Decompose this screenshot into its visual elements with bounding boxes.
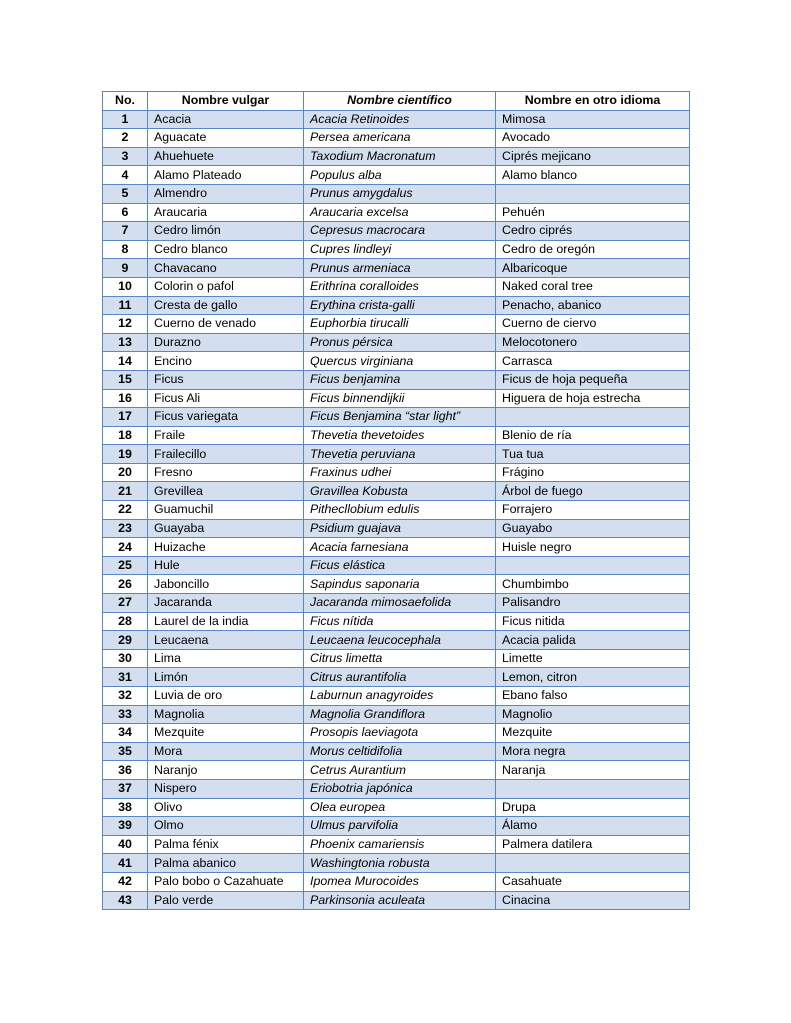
row-number-cell: 27 — [103, 594, 148, 613]
scientific-name-cell: Araucaria excelsa — [304, 203, 496, 222]
scientific-name-cell: Leucaena leucocephala — [304, 631, 496, 650]
other-language-name-cell: Albaricoque — [496, 259, 690, 278]
row-number-cell: 34 — [103, 724, 148, 743]
common-name-cell: Ahuehuete — [148, 147, 304, 166]
row-number-cell: 32 — [103, 687, 148, 706]
scientific-name-cell: Cupres lindleyi — [304, 240, 496, 259]
common-name-cell: Palma fénix — [148, 835, 304, 854]
common-name-cell: Guayaba — [148, 519, 304, 538]
row-number-cell: 12 — [103, 315, 148, 334]
scientific-name-cell: Gravillea Kobusta — [304, 482, 496, 501]
other-language-name-cell: Palisandro — [496, 594, 690, 613]
common-name-cell: Alamo Plateado — [148, 166, 304, 185]
table-row — [103, 445, 690, 464]
common-name-cell: Mora — [148, 742, 304, 761]
table-row — [103, 370, 690, 389]
common-name-cell: Cuerno de venado — [148, 315, 304, 334]
other-language-name-cell: Melocotonero — [496, 333, 690, 352]
row-number-cell: 36 — [103, 761, 148, 780]
common-name-cell: Cedro limón — [148, 222, 304, 241]
common-name-cell: Encino — [148, 352, 304, 371]
scientific-name-cell: Magnolia Grandiflora — [304, 705, 496, 724]
scientific-name-cell: Jacaranda mimosaefolida — [304, 594, 496, 613]
row-number-cell: 28 — [103, 612, 148, 631]
row-number-cell: 43 — [103, 891, 148, 910]
table-row — [103, 240, 690, 259]
row-number-cell: 19 — [103, 445, 148, 464]
scientific-name-cell: Sapindus saponaria — [304, 575, 496, 594]
other-language-name-cell: Lemon, citron — [496, 668, 690, 687]
other-language-name-cell: Cuerno de ciervo — [496, 315, 690, 334]
other-language-name-cell: Frágino — [496, 463, 690, 482]
scientific-name-cell: Psidium guajava — [304, 519, 496, 538]
scientific-name-cell: Ficus Benjamina “star light” — [304, 408, 496, 427]
other-language-name-cell: Penacho, abanico — [496, 296, 690, 315]
other-language-name-cell — [496, 854, 690, 873]
row-number-cell: 16 — [103, 389, 148, 408]
scientific-name-cell: Phoenix camariensis — [304, 835, 496, 854]
table-row — [103, 742, 690, 761]
scientific-name-cell: Morus celtidifolia — [304, 742, 496, 761]
common-name-cell: Acacia — [148, 110, 304, 129]
row-number-cell: 5 — [103, 184, 148, 203]
common-name-cell: Grevillea — [148, 482, 304, 501]
other-language-name-cell: Árbol de fuego — [496, 482, 690, 501]
other-language-name-cell: Cinacina — [496, 891, 690, 910]
scientific-name-cell: Quercus virginiana — [304, 352, 496, 371]
table-row — [103, 426, 690, 445]
row-number-cell: 33 — [103, 705, 148, 724]
table-row — [103, 649, 690, 668]
common-name-cell: Colorin o pafol — [148, 277, 304, 296]
table-row — [103, 277, 690, 296]
other-language-name-cell: Drupa — [496, 798, 690, 817]
row-number-cell: 41 — [103, 854, 148, 873]
scientific-name-cell: Cetrus Aurantium — [304, 761, 496, 780]
other-language-name-cell: Huisle negro — [496, 538, 690, 557]
table-row — [103, 259, 690, 278]
scientific-name-cell: Populus alba — [304, 166, 496, 185]
table-row — [103, 110, 690, 129]
scientific-name-cell: Erythina crista-galli — [304, 296, 496, 315]
other-language-name-cell: Magnolio — [496, 705, 690, 724]
row-number-cell: 29 — [103, 631, 148, 650]
common-name-cell: Jaboncillo — [148, 575, 304, 594]
row-number-cell: 4 — [103, 166, 148, 185]
other-language-name-cell: Alamo blanco — [496, 166, 690, 185]
row-number-cell: 21 — [103, 482, 148, 501]
scientific-name-cell: Prosopis laeviagota — [304, 724, 496, 743]
header-common-name: Nombre vulgar — [148, 92, 304, 111]
table-row — [103, 631, 690, 650]
common-name-cell: Leucaena — [148, 631, 304, 650]
table-row — [103, 779, 690, 798]
common-name-cell: Huizache — [148, 538, 304, 557]
table-row — [103, 817, 690, 836]
row-number-cell: 23 — [103, 519, 148, 538]
scientific-name-cell: Citrus aurantifolia — [304, 668, 496, 687]
common-name-cell: Ficus Ali — [148, 389, 304, 408]
table-row — [103, 556, 690, 575]
row-number-cell: 17 — [103, 408, 148, 427]
other-language-name-cell: Cedro de oregón — [496, 240, 690, 259]
table-row — [103, 296, 690, 315]
row-number-cell: 6 — [103, 203, 148, 222]
other-language-name-cell: Naked coral tree — [496, 277, 690, 296]
table-row — [103, 575, 690, 594]
common-name-cell: Frailecillo — [148, 445, 304, 464]
other-language-name-cell: Carrasca — [496, 352, 690, 371]
scientific-name-cell: Thevetia thevetoides — [304, 426, 496, 445]
row-number-cell: 31 — [103, 668, 148, 687]
common-name-cell: Limón — [148, 668, 304, 687]
table-row — [103, 389, 690, 408]
common-name-cell: Jacaranda — [148, 594, 304, 613]
common-name-cell: Mezquite — [148, 724, 304, 743]
other-language-name-cell — [496, 556, 690, 575]
table-row — [103, 705, 690, 724]
row-number-cell: 1 — [103, 110, 148, 129]
common-name-cell: Hule — [148, 556, 304, 575]
table-row — [103, 761, 690, 780]
row-number-cell: 25 — [103, 556, 148, 575]
common-name-cell: Cedro blanco — [148, 240, 304, 259]
table-row — [103, 129, 690, 148]
scientific-name-cell: Parkinsonia aculeata — [304, 891, 496, 910]
table-row — [103, 519, 690, 538]
other-language-name-cell: Ficus de hoja pequeña — [496, 370, 690, 389]
scientific-name-cell: Washingtonia robusta — [304, 854, 496, 873]
table-row — [103, 724, 690, 743]
scientific-name-cell: Acacia Retinoides — [304, 110, 496, 129]
row-number-cell: 30 — [103, 649, 148, 668]
table-row — [103, 352, 690, 371]
common-name-cell: Chavacano — [148, 259, 304, 278]
common-name-cell: Cresta de gallo — [148, 296, 304, 315]
header-other-language-name: Nombre en otro idioma — [496, 92, 690, 111]
scientific-name-cell: Ficus binnendijkii — [304, 389, 496, 408]
common-name-cell: Guamuchil — [148, 501, 304, 520]
row-number-cell: 40 — [103, 835, 148, 854]
row-number-cell: 10 — [103, 277, 148, 296]
scientific-name-cell: Ipomea Murocoides — [304, 872, 496, 891]
common-name-cell: Palma abanico — [148, 854, 304, 873]
other-language-name-cell: Naranja — [496, 761, 690, 780]
species-table-container — [102, 91, 689, 910]
scientific-name-cell: Pithecllobium edulis — [304, 501, 496, 520]
common-name-cell: Lima — [148, 649, 304, 668]
scientific-name-cell: Thevetia peruviana — [304, 445, 496, 464]
row-number-cell: 26 — [103, 575, 148, 594]
row-number-cell: 38 — [103, 798, 148, 817]
common-name-cell: Nispero — [148, 779, 304, 798]
table-row — [103, 538, 690, 557]
table-row — [103, 594, 690, 613]
other-language-name-cell: Ficus nitida — [496, 612, 690, 631]
scientific-name-cell: Persea americana — [304, 129, 496, 148]
scientific-name-cell: Ficus elástica — [304, 556, 496, 575]
other-language-name-cell: Ciprés mejicano — [496, 147, 690, 166]
other-language-name-cell: Blenio de ría — [496, 426, 690, 445]
scientific-name-cell: Fraxinus udhei — [304, 463, 496, 482]
common-name-cell: Magnolia — [148, 705, 304, 724]
row-number-cell: 20 — [103, 463, 148, 482]
other-language-name-cell: Pehuén — [496, 203, 690, 222]
table-body — [103, 110, 690, 910]
table-header-row — [103, 92, 690, 111]
scientific-name-cell: Euphorbia tirucalli — [304, 315, 496, 334]
table-row — [103, 222, 690, 241]
common-name-cell: Luvia de oro — [148, 687, 304, 706]
row-number-cell: 2 — [103, 129, 148, 148]
other-language-name-cell: Mora negra — [496, 742, 690, 761]
common-name-cell: Olmo — [148, 817, 304, 836]
row-number-cell: 11 — [103, 296, 148, 315]
other-language-name-cell: Avocado — [496, 129, 690, 148]
other-language-name-cell: Forrajero — [496, 501, 690, 520]
common-name-cell: Laurel de la india — [148, 612, 304, 631]
other-language-name-cell: Higuera de hoja estrecha — [496, 389, 690, 408]
common-name-cell: Almendro — [148, 184, 304, 203]
common-name-cell: Durazno — [148, 333, 304, 352]
table-row — [103, 612, 690, 631]
row-number-cell: 18 — [103, 426, 148, 445]
common-name-cell: Aguacate — [148, 129, 304, 148]
table-row — [103, 891, 690, 910]
other-language-name-cell — [496, 184, 690, 203]
scientific-name-cell: Pronus pérsica — [304, 333, 496, 352]
row-number-cell: 14 — [103, 352, 148, 371]
scientific-name-cell: Olea europea — [304, 798, 496, 817]
table-row — [103, 798, 690, 817]
row-number-cell: 37 — [103, 779, 148, 798]
other-language-name-cell — [496, 779, 690, 798]
table-row — [103, 835, 690, 854]
common-name-cell: Ficus variegata — [148, 408, 304, 427]
row-number-cell: 39 — [103, 817, 148, 836]
table-row — [103, 184, 690, 203]
other-language-name-cell: Mezquite — [496, 724, 690, 743]
row-number-cell: 7 — [103, 222, 148, 241]
other-language-name-cell: Guayabo — [496, 519, 690, 538]
scientific-name-cell: Citrus limetta — [304, 649, 496, 668]
other-language-name-cell: Palmera datilera — [496, 835, 690, 854]
row-number-cell: 8 — [103, 240, 148, 259]
table-row — [103, 408, 690, 427]
other-language-name-cell: Tua tua — [496, 445, 690, 464]
other-language-name-cell: Acacia palida — [496, 631, 690, 650]
common-name-cell: Fraile — [148, 426, 304, 445]
other-language-name-cell: Casahuate — [496, 872, 690, 891]
table-row — [103, 872, 690, 891]
table-row — [103, 501, 690, 520]
row-number-cell: 35 — [103, 742, 148, 761]
row-number-cell: 3 — [103, 147, 148, 166]
common-name-cell: Naranjo — [148, 761, 304, 780]
table-row — [103, 463, 690, 482]
table-row — [103, 147, 690, 166]
row-number-cell: 42 — [103, 872, 148, 891]
row-number-cell: 13 — [103, 333, 148, 352]
scientific-name-cell: Ulmus parvifolia — [304, 817, 496, 836]
scientific-name-cell: Ficus benjamina — [304, 370, 496, 389]
other-language-name-cell: Limette — [496, 649, 690, 668]
table-row — [103, 315, 690, 334]
scientific-name-cell: Cepresus macrocara — [304, 222, 496, 241]
other-language-name-cell: Ebano falso — [496, 687, 690, 706]
row-number-cell: 15 — [103, 370, 148, 389]
header-no: No. — [103, 92, 148, 111]
other-language-name-cell: Chumbimbo — [496, 575, 690, 594]
table-row — [103, 482, 690, 501]
table-row — [103, 333, 690, 352]
common-name-cell: Palo bobo o Cazahuate — [148, 872, 304, 891]
row-number-cell: 24 — [103, 538, 148, 557]
scientific-name-cell: Eriobotria japónica — [304, 779, 496, 798]
scientific-name-cell: Prunus amygdalus — [304, 184, 496, 203]
table-row — [103, 687, 690, 706]
row-number-cell: 9 — [103, 259, 148, 278]
scientific-name-cell: Prunus armeniaca — [304, 259, 496, 278]
table-row — [103, 668, 690, 687]
common-name-cell: Olivo — [148, 798, 304, 817]
table-row — [103, 203, 690, 222]
scientific-name-cell: Ficus nítida — [304, 612, 496, 631]
scientific-name-cell: Acacia farnesiana — [304, 538, 496, 557]
other-language-name-cell: Mimosa — [496, 110, 690, 129]
species-table — [102, 91, 690, 910]
scientific-name-cell: Laburnun anagyroides — [304, 687, 496, 706]
scientific-name-cell: Taxodium Macronatum — [304, 147, 496, 166]
scientific-name-cell: Erithrina coralloides — [304, 277, 496, 296]
common-name-cell: Palo verde — [148, 891, 304, 910]
other-language-name-cell: Álamo — [496, 817, 690, 836]
common-name-cell: Araucaria — [148, 203, 304, 222]
table-row — [103, 166, 690, 185]
other-language-name-cell: Cedro ciprés — [496, 222, 690, 241]
row-number-cell: 22 — [103, 501, 148, 520]
table-row — [103, 854, 690, 873]
common-name-cell: Fresno — [148, 463, 304, 482]
header-scientific-name: Nombre científico — [304, 92, 496, 111]
common-name-cell: Ficus — [148, 370, 304, 389]
other-language-name-cell — [496, 408, 690, 427]
